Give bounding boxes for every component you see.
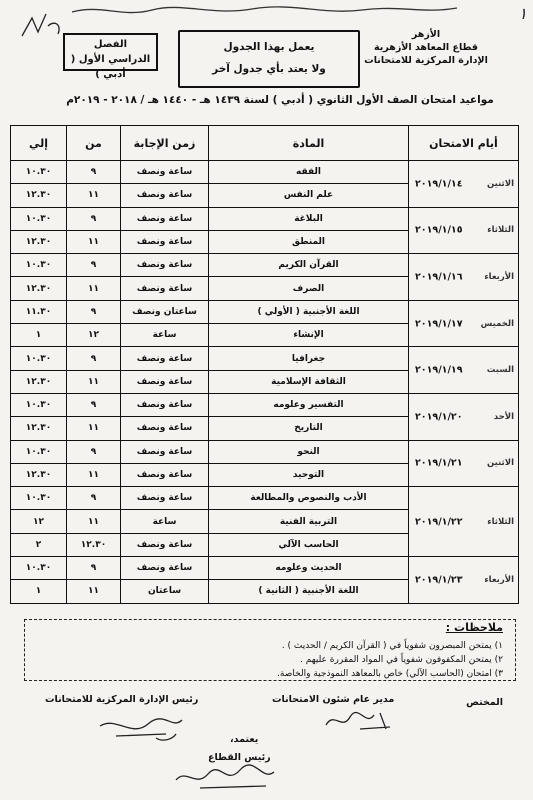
duration-cell: ساعة ونصف bbox=[121, 463, 209, 486]
org-line-1: الأزهر bbox=[411, 29, 441, 40]
table-row bbox=[11, 254, 519, 277]
duration-cell: ساعة ونصف bbox=[121, 370, 209, 393]
from-cell: ٩ bbox=[67, 487, 121, 510]
organization-header bbox=[341, 28, 511, 67]
note-item: ٢) يمتحن المكفوفون شفوياً في المواد المقررة عليهم . bbox=[300, 655, 503, 665]
from-cell: ١١ bbox=[67, 417, 121, 440]
sector-head-label: رئيس القطاع bbox=[208, 752, 271, 763]
from-cell: ١١ bbox=[67, 184, 121, 207]
date-label: ٢٠١٩/١/٢٢ bbox=[415, 516, 463, 528]
to-cell: ١٢.٣٠ bbox=[11, 463, 67, 486]
to-cell: ١٠.٣٠ bbox=[11, 347, 67, 370]
day-cell bbox=[409, 207, 519, 254]
to-cell: ١٢.٣٠ bbox=[11, 277, 67, 300]
from-cell: ٩ bbox=[67, 254, 121, 277]
subject-cell: القرآن الكريم bbox=[209, 254, 409, 277]
subject-cell: اللغة الأجنبية ( الأولي ) bbox=[209, 300, 409, 323]
from-cell: ١٢ bbox=[67, 324, 121, 347]
duration-cell: ساعة ونصف bbox=[121, 487, 209, 510]
to-cell: ١٠.٣٠ bbox=[11, 440, 67, 463]
duration-cell: ساعة ونصف bbox=[121, 417, 209, 440]
subject-cell: الأدب والنصوص والمطالعة bbox=[209, 487, 409, 510]
duration-cell: ساعة ونصف bbox=[121, 161, 209, 184]
to-cell: ١٠.٣٠ bbox=[11, 487, 67, 510]
header-from: من bbox=[67, 126, 121, 161]
subject-cell: التربية الفنية bbox=[209, 510, 409, 533]
day-label: الثلاثاء bbox=[487, 225, 514, 236]
handwritten-signature-central bbox=[96, 712, 186, 744]
table-row bbox=[11, 440, 519, 463]
duration-cell: ساعة ونصف bbox=[121, 207, 209, 230]
to-cell: ١٢.٣٠ bbox=[11, 184, 67, 207]
duration-cell: ساعة ونصف bbox=[121, 184, 209, 207]
date-label: ٢٠١٩/١/١٩ bbox=[415, 364, 463, 376]
subject-cell: البلاغة bbox=[209, 207, 409, 230]
day-label: الاثنين bbox=[486, 178, 514, 189]
duration-cell: ساعة ونصف bbox=[121, 440, 209, 463]
day-label: الأربعاء bbox=[484, 271, 514, 282]
table-row bbox=[11, 161, 519, 184]
date-label: ٢٠١٩/١/٢١ bbox=[415, 457, 463, 469]
to-cell: ١٠.٣٠ bbox=[11, 254, 67, 277]
to-cell: ١ bbox=[11, 324, 67, 347]
from-cell: ٩ bbox=[67, 393, 121, 416]
from-cell: ٩ bbox=[67, 300, 121, 323]
from-cell: ١١ bbox=[67, 370, 121, 393]
specialist-label: المختص bbox=[466, 697, 503, 708]
to-cell: ١٠.٣٠ bbox=[11, 393, 67, 416]
exam-schedule-table bbox=[10, 125, 519, 604]
subject-cell: النحو bbox=[209, 440, 409, 463]
from-cell: ١١ bbox=[67, 510, 121, 533]
subject-cell: الإنشاء bbox=[209, 324, 409, 347]
notes-title: ملاحظات : bbox=[445, 621, 503, 634]
to-cell: ٢ bbox=[11, 533, 67, 556]
date-label: ٢٠١٩/١/١٦ bbox=[415, 271, 463, 283]
from-cell: ١١ bbox=[67, 580, 121, 603]
handwritten-signature-top bbox=[18, 10, 68, 42]
from-cell: ١٢.٣٠ bbox=[67, 533, 121, 556]
day-label: الأحد bbox=[493, 411, 514, 422]
from-cell: ٩ bbox=[67, 161, 121, 184]
duration-cell: ساعة ونصف bbox=[121, 393, 209, 416]
subject-cell: المنطق bbox=[209, 230, 409, 253]
table-row bbox=[11, 300, 519, 323]
subject-cell: الحاسب الآلي bbox=[209, 533, 409, 556]
table-row bbox=[11, 557, 519, 580]
notice-box bbox=[178, 30, 360, 88]
subject-cell: جغرافيا bbox=[209, 347, 409, 370]
duration-cell: ساعة ونصف bbox=[121, 277, 209, 300]
table-body bbox=[11, 161, 519, 604]
day-label: الاثنين bbox=[486, 458, 514, 469]
from-cell: ١١ bbox=[67, 230, 121, 253]
subject-cell: اللغة الأجنبية ( الثانية ) bbox=[209, 580, 409, 603]
day-cell bbox=[409, 557, 519, 604]
subject-cell: التوحيد bbox=[209, 463, 409, 486]
from-cell: ١١ bbox=[67, 463, 121, 486]
duration-cell: ساعة ونصف bbox=[121, 557, 209, 580]
subject-cell: الفقه bbox=[209, 161, 409, 184]
to-cell: ١٢ bbox=[11, 510, 67, 533]
to-cell: ١٢.٣٠ bbox=[11, 417, 67, 440]
day-cell bbox=[409, 487, 519, 557]
header-subject: المادة bbox=[209, 126, 409, 161]
subject-cell: التاريخ bbox=[209, 417, 409, 440]
from-cell: ١١ bbox=[67, 277, 121, 300]
day-cell bbox=[409, 440, 519, 487]
org-line-2: قطاع المعاهد الأزهرية bbox=[374, 42, 478, 53]
term-line-2: الدراسي الأول ( أدبي ) bbox=[70, 54, 151, 80]
duration-cell: ساعتان ونصف bbox=[121, 300, 209, 323]
to-cell: ١٠.٣٠ bbox=[11, 557, 67, 580]
notice-line-2: ولا يعتد بأي جدول آخر bbox=[212, 63, 326, 75]
table-row bbox=[11, 207, 519, 230]
duration-cell: ساعة ونصف bbox=[121, 254, 209, 277]
subject-cell: علم النفس bbox=[209, 184, 409, 207]
org-line-3: الإدارة المركزية للامتحانات bbox=[364, 55, 488, 66]
to-cell: ١ bbox=[11, 580, 67, 603]
from-cell: ٩ bbox=[67, 440, 121, 463]
duration-cell: ساعة ونصف bbox=[121, 230, 209, 253]
header-duration: زمن الإجابة bbox=[121, 126, 209, 161]
to-cell: ١٠.٣٠ bbox=[11, 161, 67, 184]
from-cell: ٩ bbox=[67, 207, 121, 230]
date-label: ٢٠١٩/١/٢٣ bbox=[415, 574, 463, 586]
day-cell bbox=[409, 300, 519, 347]
table-header-row bbox=[11, 126, 519, 161]
page-number: ١ bbox=[518, 4, 527, 23]
day-cell bbox=[409, 161, 519, 208]
subject-cell: الثقافة الإسلامية bbox=[209, 370, 409, 393]
date-label: ٢٠١٩/١/١٤ bbox=[415, 178, 463, 190]
table-row bbox=[11, 393, 519, 416]
day-label: السبت bbox=[486, 365, 514, 376]
duration-cell: ساعتان bbox=[121, 580, 209, 603]
day-label: الثلاثاء bbox=[487, 516, 514, 527]
from-cell: ٩ bbox=[67, 347, 121, 370]
table-row bbox=[11, 347, 519, 370]
notice-line-1: يعمل بهذا الجدول bbox=[223, 41, 315, 53]
day-label: الأربعاء bbox=[484, 574, 514, 585]
term-box bbox=[63, 33, 158, 80]
day-cell bbox=[409, 347, 519, 394]
term-line-1: الفصل bbox=[93, 39, 128, 50]
header-to: إلي bbox=[11, 126, 67, 161]
day-cell bbox=[409, 393, 519, 440]
duration-cell: ساعة ونصف bbox=[121, 533, 209, 556]
handwritten-scribble bbox=[62, 2, 462, 22]
handwritten-signature-manager bbox=[320, 705, 400, 735]
date-label: ٢٠١٩/١/١٧ bbox=[415, 318, 463, 330]
to-cell: ١٠.٣٠ bbox=[11, 207, 67, 230]
duration-cell: ساعة ونصف bbox=[121, 347, 209, 370]
subject-cell: الحديث وعلومه bbox=[209, 557, 409, 580]
general-manager-label: مدير عام شئون الامتحانات bbox=[272, 694, 395, 705]
day-cell bbox=[409, 254, 519, 301]
note-item: ١) يمتحن المبصرون شفوياً في ( القرآن الكريم / الحديث ) . bbox=[281, 641, 503, 651]
table-row bbox=[11, 487, 519, 510]
from-cell: ٩ bbox=[67, 557, 121, 580]
date-label: ٢٠١٩/١/٢٠ bbox=[415, 411, 463, 423]
subject-cell: التفسير وعلومه bbox=[209, 393, 409, 416]
duration-cell: ساعة bbox=[121, 324, 209, 347]
to-cell: ١٢.٣٠ bbox=[11, 230, 67, 253]
day-label: الخميس bbox=[480, 318, 514, 329]
to-cell: ١١.٣٠ bbox=[11, 300, 67, 323]
subject-cell: الصرف bbox=[209, 277, 409, 300]
central-head-label: رئيس الإدارة المركزية للامتحانات bbox=[45, 694, 199, 705]
note-item: ٣) امتحان (الحاسب الآلي) خاص بالمعاهد النموذجية والخاصة. bbox=[277, 669, 503, 679]
header-days: أيام الامتحان bbox=[409, 126, 519, 161]
date-label: ٢٠١٩/١/١٥ bbox=[415, 224, 463, 236]
handwritten-signature-sector bbox=[170, 760, 280, 794]
approved-label: يعتمد، bbox=[230, 734, 259, 745]
schedule-title: مواعيد امتحان الصف الأول الثانوي ( أدبي ) لسنة ١٤٣٩ هـ - ١٤٤٠ هـ / ٢٠١٨ - ٢٠١٩م bbox=[66, 94, 494, 106]
to-cell: ١٢.٣٠ bbox=[11, 370, 67, 393]
duration-cell: ساعة bbox=[121, 510, 209, 533]
